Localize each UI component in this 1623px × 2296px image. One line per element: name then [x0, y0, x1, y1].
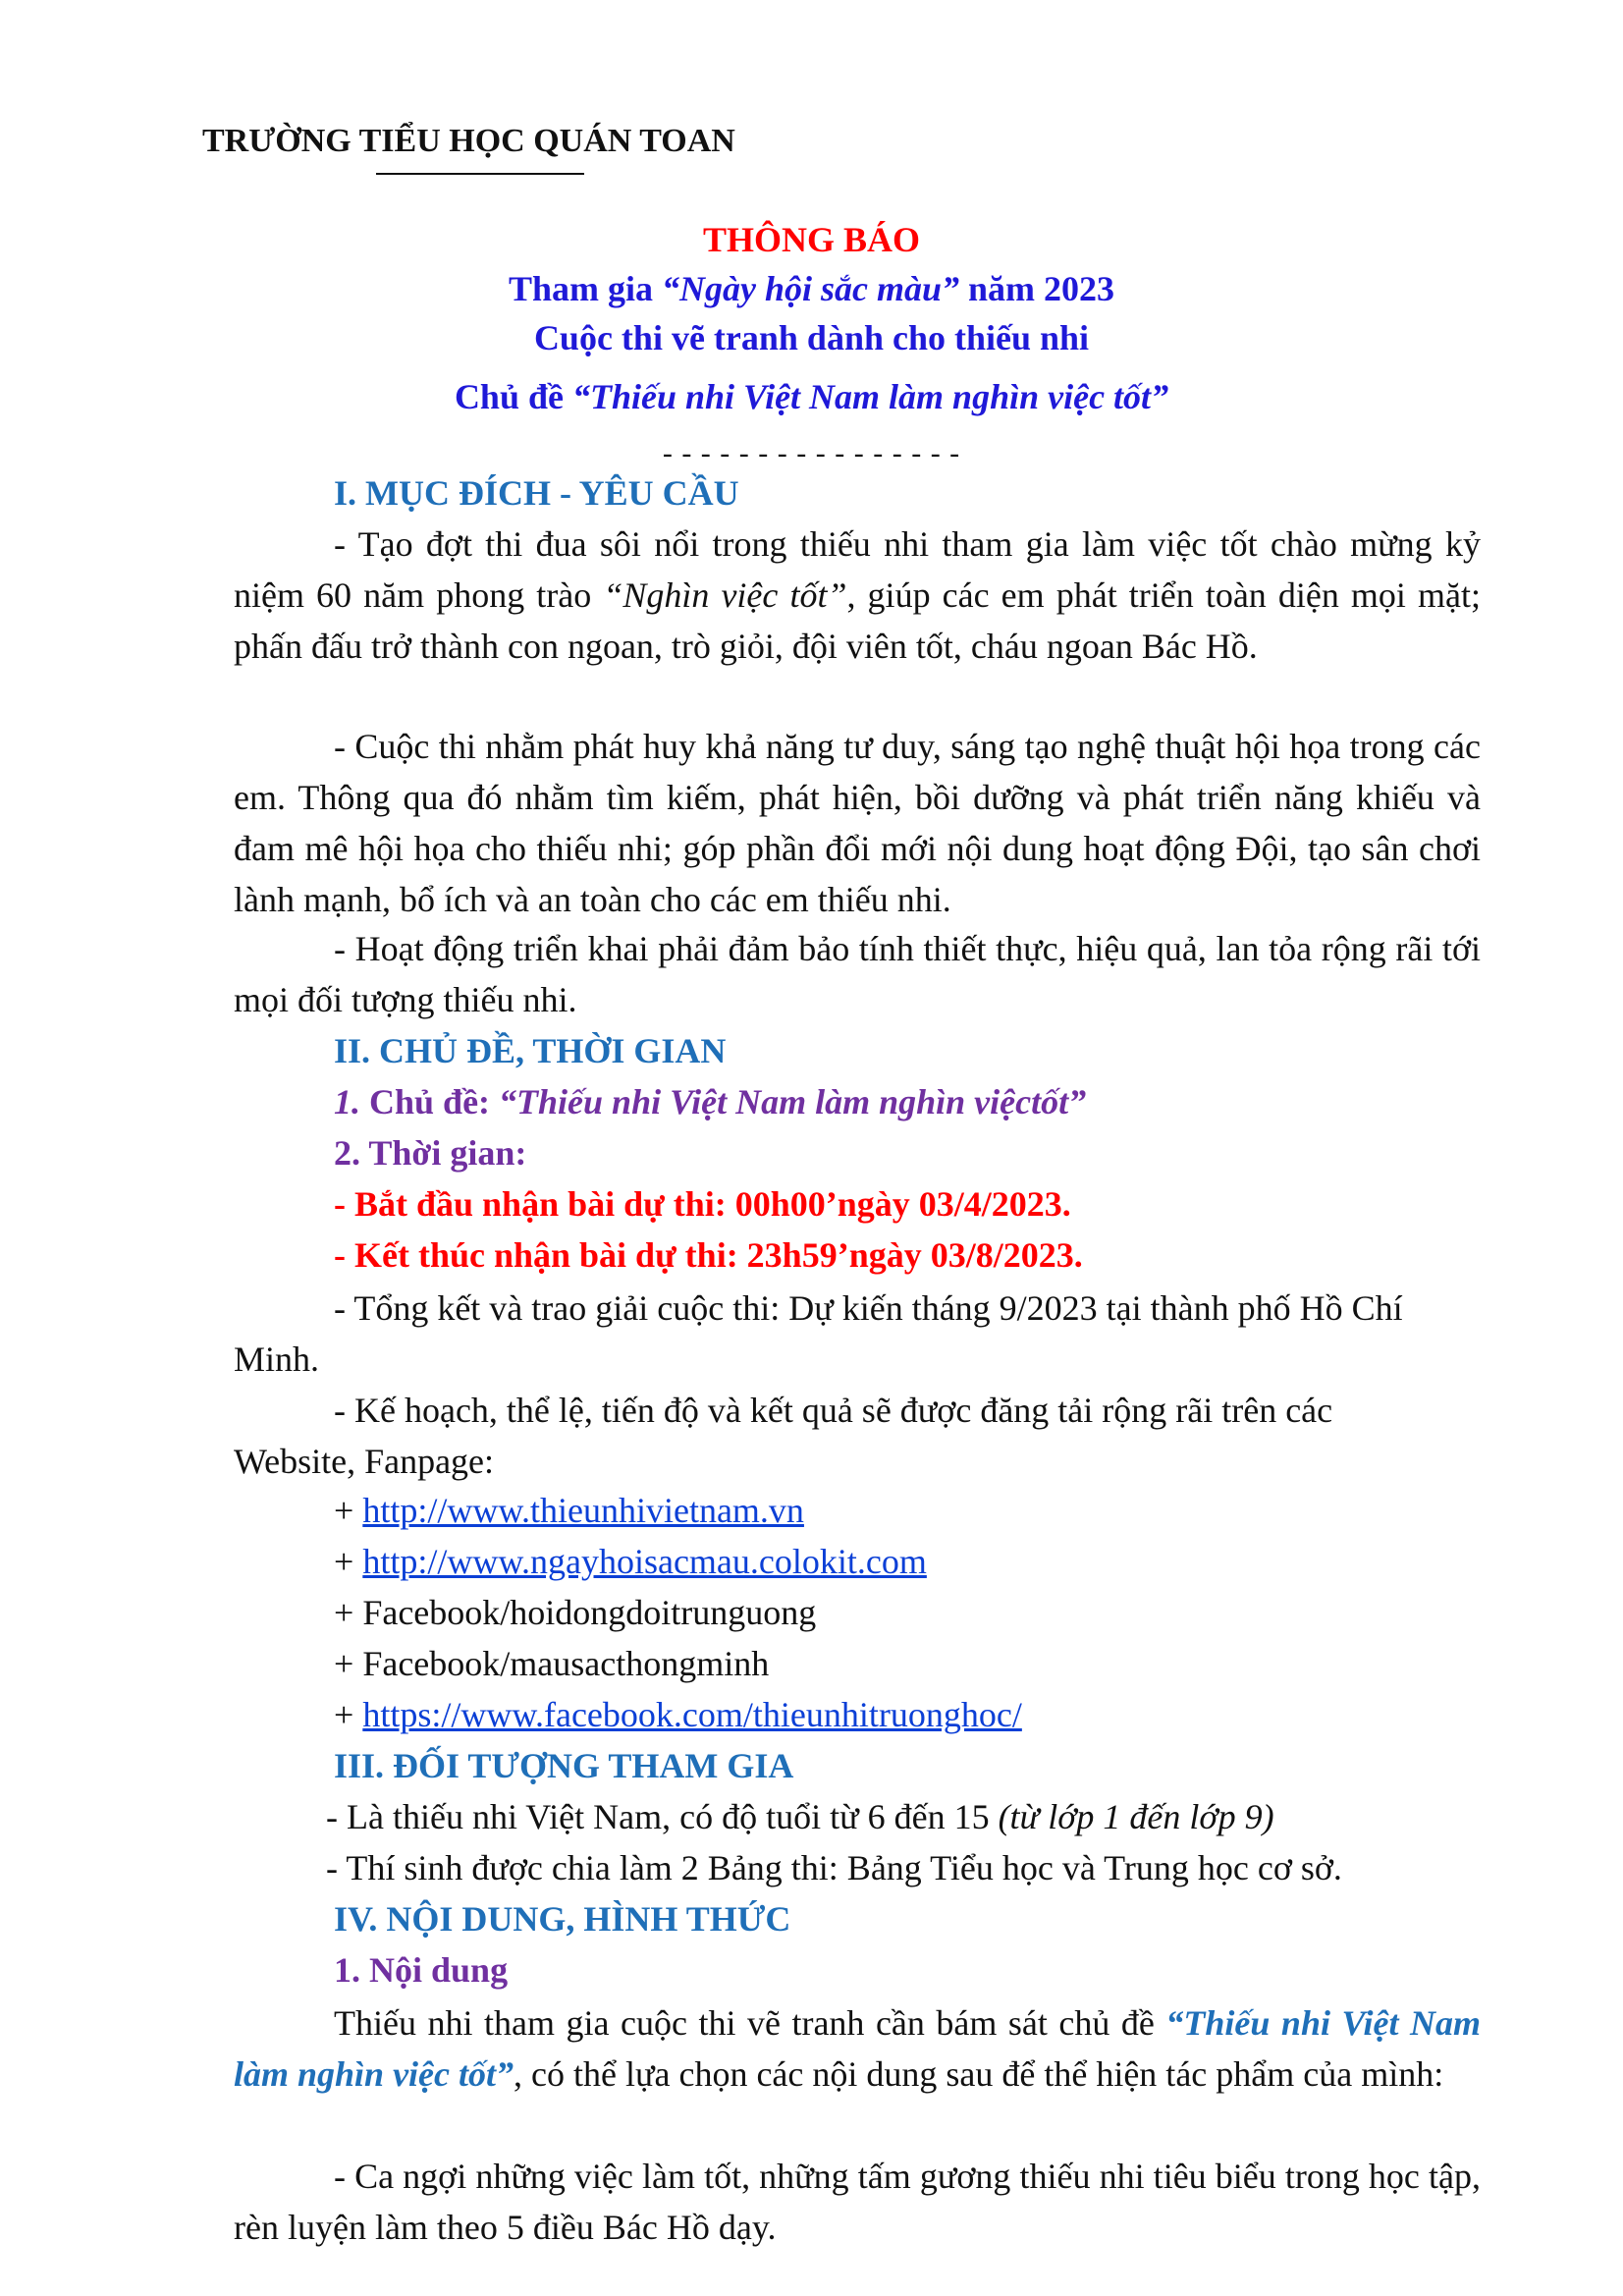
link-item[interactable]: + http://www.ngayhoisacmau.colokit.com [334, 1542, 927, 1581]
section-3-heading: III. ĐỐI TƯỢNG THAM GIA [334, 1746, 794, 1785]
topic-line: 1. Chủ đề: “Thiếu nhi Việt Nam làm nghìn việctốt” [334, 1082, 1087, 1121]
summary-text: - Tổng kết và trao giải cuộc thi: Dự kiến tháng 9/2023 tại thành phố Hồ Chí Minh. [234, 1288, 1403, 1379]
participant-groups: - Thí sinh được chia làm 2 Bảng thi: Bảng Tiểu học và Trung học cơ sở. [326, 1848, 1342, 1887]
section-2-heading: II. CHỦ ĐỀ, THỜI GIAN [334, 1031, 727, 1070]
school-name: TRƯỜNG TIỂU HỌC QUÁN TOAN [202, 123, 735, 159]
section-1-paragraph-2: - Cuộc thi nhằm phát huy khả năng tư duy, sáng tạo nghệ thuật hội họa trong các em. Thông qua đó nhằm tìm kiếm, phát hiện, bồi dưỡng và phát triển năng khiếu và đam mê hội họa cho thiếu nhi; góp phần đổi mới nội dung hoạt động Đội, tạo sân chơi lành mạnh, bổ ích và an toàn cho các em thiếu nhi. [234, 727, 1481, 919]
link-item: + Facebook/mausacthongminh [334, 1644, 770, 1683]
link-item[interactable]: + https://www.facebook.com/thieunhitruonghoc/ [334, 1695, 1022, 1734]
section-1-heading: I. MỤC ĐÍCH - YÊU CẦU [334, 473, 739, 513]
section-4-heading: IV. NỘI DUNG, HÌNH THỨC [334, 1899, 791, 1939]
start-date: - Bắt đầu nhận bài dự thi: 00h00’ngày 03/4/2023. [334, 1184, 1071, 1224]
end-date: - Kết thúc nhận bài dự thi: 23h59’ngày 03/8/2023. [334, 1235, 1083, 1275]
plan-text: - Kế hoạch, thể lệ, tiến độ và kết quả sẽ được đăng tải rộng rãi trên các Website, Fanpage: [234, 1391, 1333, 1481]
facebook-link[interactable]: https://www.facebook.com/thieunhitruonghoc/ [362, 1695, 1022, 1734]
link-item: + Facebook/hoidongdoitrunguong [334, 1593, 817, 1632]
notice-heading: THÔNG BÁO [702, 220, 921, 259]
website-link[interactable]: http://www.ngayhoisacmau.colokit.com [362, 1542, 927, 1581]
contest-title: Cuộc thi vẽ tranh dành cho thiếu nhi [533, 318, 1090, 357]
separator: - - - - - - - - - - - - - - - - [662, 437, 961, 469]
link-item[interactable]: + http://www.thieunhivietnam.vn [334, 1491, 804, 1530]
event-title: Tham gia “Ngày hội sắc màu” năm 2023 [508, 269, 1115, 308]
participant-age: - Là thiếu nhi Việt Nam, có độ tuổi từ 6 đến 15 (từ lớp 1 đến lớp 9) [326, 1797, 1274, 1836]
theme-title: Chủ đề “Thiếu nhi Việt Nam làm nghìn việc tốt” [454, 377, 1169, 416]
section-4-paragraph-2: - Ca ngợi những việc làm tốt, những tấm gương thiếu nhi tiêu biểu trong học tập, rèn luyện làm theo 5 điều Bác Hồ dạy. [234, 2157, 1481, 2247]
time-label: 2. Thời gian: [334, 1133, 527, 1173]
section-4-paragraph-1: Thiếu nhi tham gia cuộc thi vẽ tranh cần bám sát chủ đề “Thiếu nhi Việt Nam làm nghìn việc tốt”, có thể lựa chọn các nội dung sau để thể hiện tác phẩm của mình: [234, 2003, 1481, 2094]
header-underline [376, 173, 584, 175]
website-link[interactable]: http://www.thieunhivietnam.vn [362, 1491, 804, 1530]
content-subheading: 1. Nội dung [334, 1950, 509, 1990]
section-1-paragraph-3: - Hoạt động triển khai phải đảm bảo tính thiết thực, hiệu quả, lan tỏa rộng rãi tới mọi đối tượng thiếu nhi. [234, 929, 1481, 1019]
section-1-paragraph-1: - Tạo đợt thi đua sôi nổi trong thiếu nhi tham gia làm việc tốt chào mừng kỷ niệm 60 năm phong trào “Nghìn việc tốt”, giúp các em phát triển toàn diện mọi mặt; phấn đấu trở thành con ngoan, trò giỏi, đội viên tốt, cháu ngoan Bác Hồ. [234, 524, 1481, 666]
